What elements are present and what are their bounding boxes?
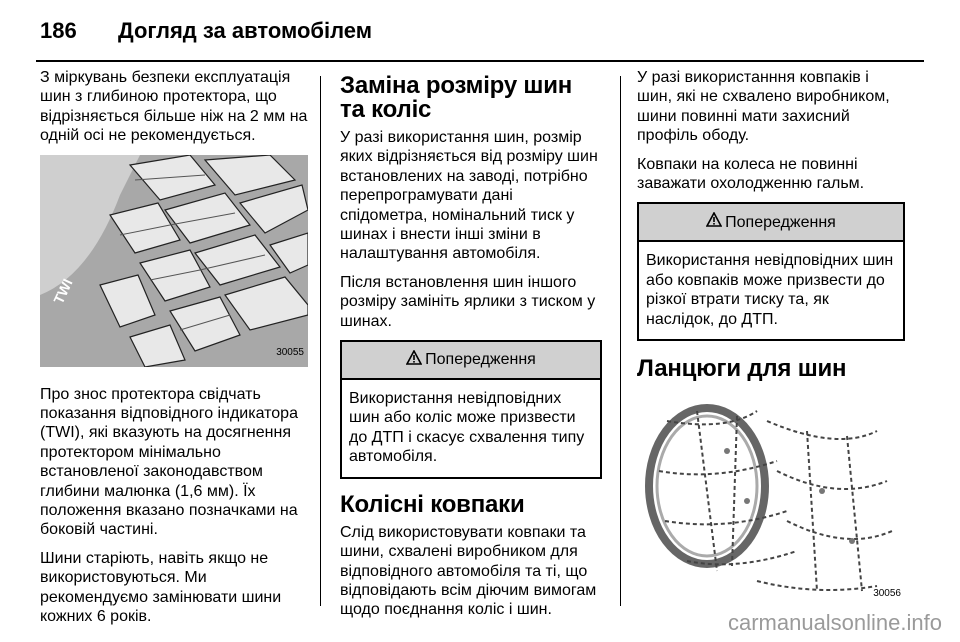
page-title: Догляд за автомобілем bbox=[118, 18, 373, 43]
snow-chains-figure bbox=[637, 391, 905, 607]
section-heading-snow-chains: Ланцюги для шин bbox=[637, 355, 847, 383]
page-number: 186 bbox=[40, 18, 77, 43]
column-divider-right bbox=[620, 76, 621, 606]
wear-indicator-paragraph: Про знос протектора свідчать показання відповідного індикатора (TWI), які вказують на досягнення протектором мінімально встановленої законодавством глибини малюнка (1,6 мм). Їх положення вказано позначками на боковій частині. bbox=[40, 385, 298, 539]
warning-text: Використання невідповідних шин або ковпаків може призвести до різкої втрати тиску та, як наслідок, до ДТП. bbox=[646, 252, 894, 328]
twi-label: TWI bbox=[50, 275, 76, 306]
intro-paragraph: З міркувань безпеки експлуатація шин з глибиною протектора, що відрізняється більше ніж на 2 мм на одній осі не рекомендується. bbox=[40, 69, 308, 145]
column-1 bbox=[40, 68, 310, 636]
labels-paragraph: Після встановлення шин іншого розміру замініть ярлики з тиском у шинах. bbox=[340, 273, 596, 330]
warning-box-2 bbox=[637, 202, 905, 341]
column-divider-left bbox=[320, 76, 321, 606]
figure-number: 30056 bbox=[873, 587, 901, 599]
brake-cooling-paragraph: Ковпаки на колеса не повинні заважати охолодженню гальм. bbox=[637, 155, 865, 193]
section-heading-wheel-covers: Колісні ковпаки bbox=[340, 490, 525, 518]
warning-box-1 bbox=[340, 340, 602, 479]
tire-tread-illustration bbox=[40, 155, 308, 367]
header-rule bbox=[36, 60, 924, 62]
tread-indicator-figure bbox=[40, 155, 308, 367]
figure-number: 30055 bbox=[276, 347, 304, 359]
section-heading-size-change: Заміна розміру шин та коліс bbox=[340, 72, 573, 123]
warning-triangle-icon bbox=[706, 212, 722, 232]
tire-age-paragraph: Шини старіють, навіть якщо не використовуються. Ми рекомендуємо замінювати шини кожних 6 років. bbox=[40, 549, 282, 626]
warning-triangle-icon bbox=[406, 350, 422, 370]
size-change-paragraph: У разі використання шин, розмір яких відрізняється від розміру шин встановлених на заводі, потрібно перепрограмувати дані спідометра, номінальний тиск у шинах і внести інші зміни в налаштування автомобіля. bbox=[340, 129, 598, 263]
watermark: carmanualsonline.info bbox=[727, 610, 942, 635]
warning-header bbox=[639, 204, 903, 242]
wheel-covers-paragraph: Слід використовувати ковпаки та шини, схвалені виробником для відповідного автомобіля та ті, що відповідають всім діючим вимогам щодо поєднання коліс і шин. bbox=[340, 523, 597, 619]
warning-title: Попередження bbox=[425, 351, 536, 369]
covers-approval-paragraph: У разі використанння ковпаків і шин, які не схвалено виробником, шини повинні мати захисний профіль ободу. bbox=[637, 69, 890, 145]
warning-header bbox=[342, 342, 600, 380]
warning-text: Використання невідповідних шин або коліс може призвести до ДТП і скасує схвалення типу автомобіля. bbox=[349, 390, 585, 466]
snow-chain-illustration bbox=[637, 391, 905, 607]
column-2 bbox=[340, 68, 602, 629]
warning-title: Попередження bbox=[725, 213, 836, 231]
column-3 bbox=[637, 68, 905, 625]
